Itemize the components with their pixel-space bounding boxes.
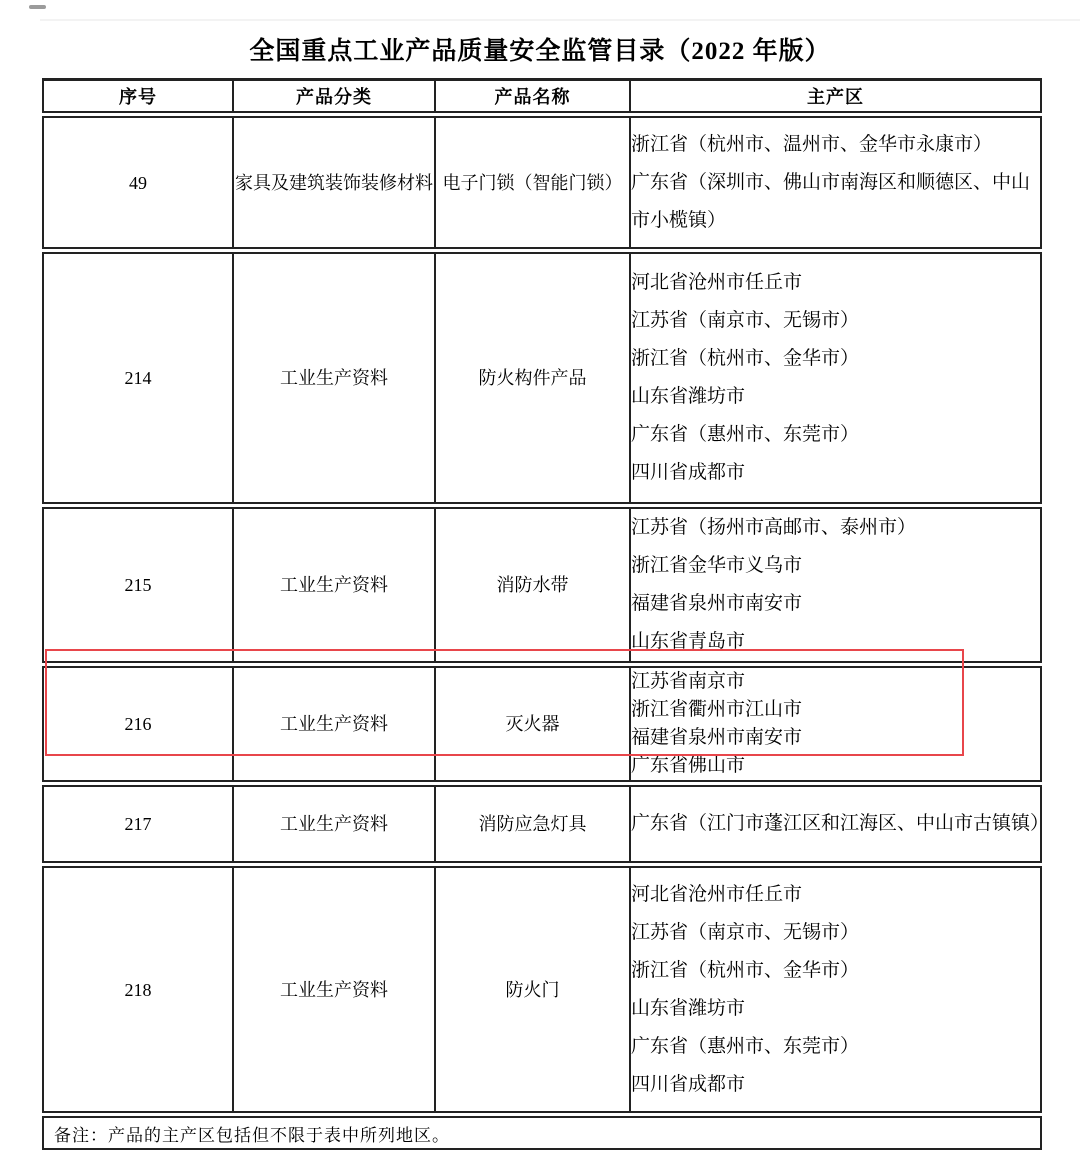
cell-product-name: 灭火器 <box>435 665 630 784</box>
table-header-row <box>43 80 1041 115</box>
region-line: 浙江省（杭州市、温州市、金华市永康市） <box>631 133 993 155</box>
cell-main-production-regions <box>630 665 1041 784</box>
region-line: 河北省沧州市任丘市 <box>631 883 803 905</box>
region-line: 广东省（江门市蓬江区和江海区、中山市古镇镇） <box>631 813 1050 834</box>
cell-main-production-regions <box>630 865 1041 1115</box>
cell-product-name: 消防应急灯具 <box>435 784 630 865</box>
region-line: 浙江省金华市义乌市 <box>631 555 803 576</box>
cell-product-category: 工业生产资料 <box>233 506 435 665</box>
col-header-category: 产品分类 <box>233 80 435 115</box>
col-header-no: 序号 <box>43 80 233 115</box>
cell-serial-number: 49 <box>43 115 233 251</box>
cell-main-production-regions <box>630 115 1041 251</box>
region-line: 浙江省（杭州市、金华市） <box>631 348 860 369</box>
region-line: 浙江省衢州市江山市 <box>631 699 803 720</box>
region-line: 山东省潍坊市 <box>631 386 746 407</box>
region-line: 广东省（惠州市、东莞市） <box>631 424 860 445</box>
table-row <box>43 865 1041 1115</box>
region-line: 四川省成都市 <box>631 462 746 483</box>
cell-product-category: 工业生产资料 <box>233 665 435 784</box>
cell-main-production-regions <box>630 784 1050 865</box>
region-line: 广东省（惠州市、东莞市） <box>631 1035 860 1057</box>
table-row <box>43 665 1041 784</box>
region-line: 四川省成都市 <box>631 1073 746 1095</box>
cell-product-category: 工业生产资料 <box>233 865 435 1115</box>
table-note-row <box>43 1115 1041 1150</box>
region-line: 江苏省南京市 <box>631 671 746 692</box>
cell-product-name: 防火门 <box>435 865 630 1115</box>
region-line: 江苏省（扬州市高邮市、泰州市） <box>631 517 917 538</box>
note-cell: 备注：产品的主产区包括但不限于表中所列地区。 <box>43 1115 1041 1150</box>
region-line: 河北省沧州市任丘市 <box>631 272 803 293</box>
table-row <box>43 506 1041 665</box>
table-row <box>43 115 1041 251</box>
cell-main-production-regions <box>630 251 1041 506</box>
cell-serial-number: 215 <box>43 506 233 665</box>
cell-product-category: 家具及建筑装饰装修材料 <box>233 115 435 251</box>
region-line: 福建省泉州市南安市 <box>631 593 803 614</box>
page-edge-line <box>40 19 1080 21</box>
catalog-table <box>42 78 1050 1150</box>
cell-product-name: 电子门锁（智能门锁） <box>435 115 630 251</box>
cell-serial-number: 214 <box>43 251 233 506</box>
col-header-regions: 主产区 <box>630 80 1041 115</box>
cell-serial-number: 218 <box>43 865 233 1115</box>
col-header-product: 产品名称 <box>435 80 630 115</box>
document-title: 全国重点工业产品质量安全监管目录（2022 年版） <box>249 38 831 65</box>
cell-product-name: 防火构件产品 <box>435 251 630 506</box>
region-line: 江苏省（南京市、无锡市） <box>631 921 860 943</box>
region-line: 浙江省（杭州市、金华市） <box>631 959 860 981</box>
cell-product-name: 消防水带 <box>435 506 630 665</box>
region-line: 广东省（深圳市、佛山市南海区和顺德区、中山市小榄镇） <box>631 171 1031 231</box>
region-line: 福建省泉州市南安市 <box>631 727 803 748</box>
corner-artifact-mark <box>29 5 46 9</box>
table-row <box>43 784 1041 865</box>
region-line: 江苏省（南京市、无锡市） <box>631 310 860 331</box>
region-line: 广东省佛山市 <box>631 755 746 776</box>
region-line: 山东省青岛市 <box>631 631 746 652</box>
cell-serial-number: 217 <box>43 784 233 865</box>
cell-serial-number: 216 <box>43 665 233 784</box>
cell-product-category: 工业生产资料 <box>233 251 435 506</box>
cell-product-category: 工业生产资料 <box>233 784 435 865</box>
table-row <box>43 251 1041 506</box>
region-line: 山东省潍坊市 <box>631 997 746 1019</box>
cell-main-production-regions <box>630 506 1041 665</box>
